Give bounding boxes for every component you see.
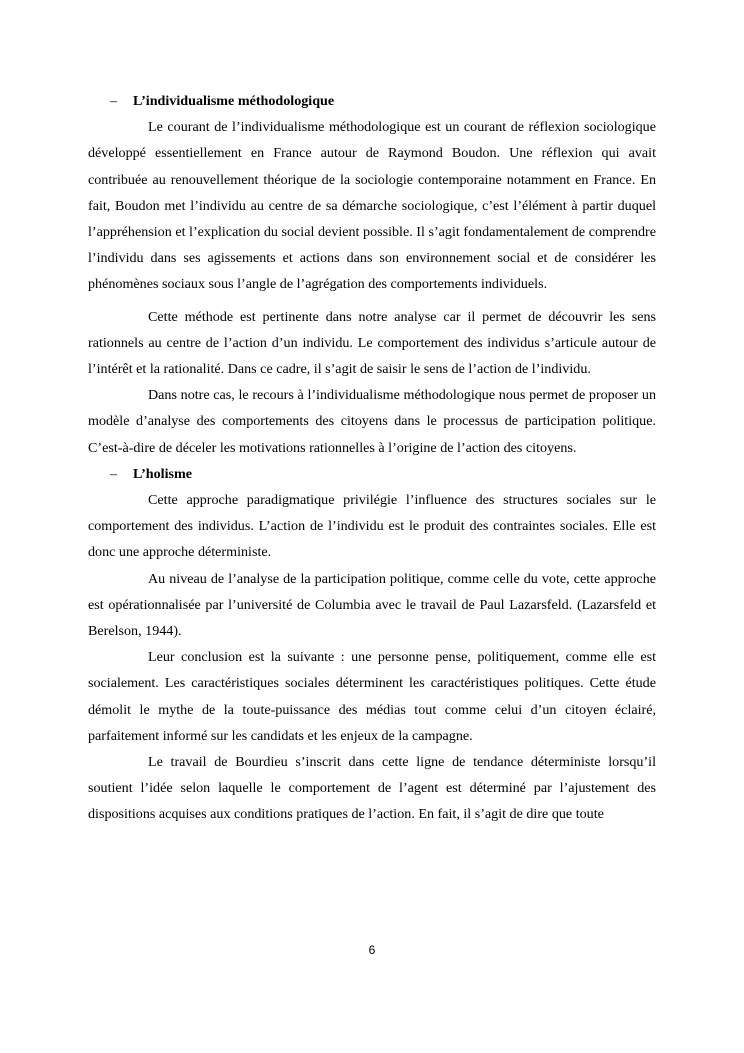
heading-text: L’individualisme méthodologique [133, 93, 335, 109]
paragraph: Dans notre cas, le recours à l’individualisme méthodologique nous permet de proposer un modèle d’analyse des comportements des citoyens dans le processus de participation politique. C’est-à-dire de déceler les motivations rationnelles à l’origine de l’action des citoyens. [88, 387, 656, 456]
paragraph: Cette approche paradigmatique privilégie l’influence des structures sociales sur le comportement des individus. L’action de l’individu est le produit des contraintes sociales. Elle est donc une approche déterministe. [88, 492, 656, 561]
dash-bullet: – [110, 465, 118, 482]
paragraph: Le travail de Bourdieu s’inscrit dans cette ligne de tendance déterministe lorsqu’il soutient l’idée selon laquelle le comportement de l’agent est déterminé par l’ajustement des dispositions acquises aux conditions pratiques de l’action. En fait, il s’agit de dire que toute [88, 754, 656, 823]
paragraph: Leur conclusion est la suivante : une personne pense, politiquement, comme elle est socialement. Les caractéristiques sociales déterminent les caractéristiques politiques. Cette étude démolit le mythe de la toute-puissance des médias tout comme celui d’un citoyen éclairé, parfaitement informé sur les candidats et les enjeux de la campagne. [88, 649, 656, 744]
dash-bullet: – [110, 93, 118, 109]
paragraph: Le courant de l’individualisme méthodologique est un courant de réflexion sociologique développé essentiellement en France autour de Raymond Boudon. Une réflexion qui avait contribuée au renouvellement théorique de la sociologie contemporaine notamment en France. En fait, Boudon met l’individu au centre de sa démarche sociologique, c’est l’élément à partir duquel l’appréhension et l’explication du social devient possible. Il s’agit fondamentalement de comprendre l’individu dans ses agissements et actions dans son environnement social et de considérer les phénomènes sociaux sous l’angle de l’agrégation des comportements individuels. [88, 119, 656, 293]
paragraph: Cette méthode est pertinente dans notre analyse car il permet de découvrir les sens rationnels au centre de l’action d’un individu. Le comportement des individus s’articule autour de l’intérêt et la rationalité. Dans ce cadre, il s’agit de saisir le sens de l’action de l’individu. [88, 308, 656, 378]
page-body [88, 88, 656, 828]
section-heading-individualisme [88, 88, 656, 114]
heading-text: L’holisme [133, 465, 192, 482]
paragraph: Au niveau de l’analyse de la participation politique, comme celle du vote, cette approche est opérationnalisée par l’université de Columbia avec le travail de Paul Lazarsfeld. (Lazarsfeld et Berelson, 1944). [88, 570, 656, 640]
section-heading-holisme [88, 461, 656, 487]
page-number: 6 [368, 943, 376, 957]
